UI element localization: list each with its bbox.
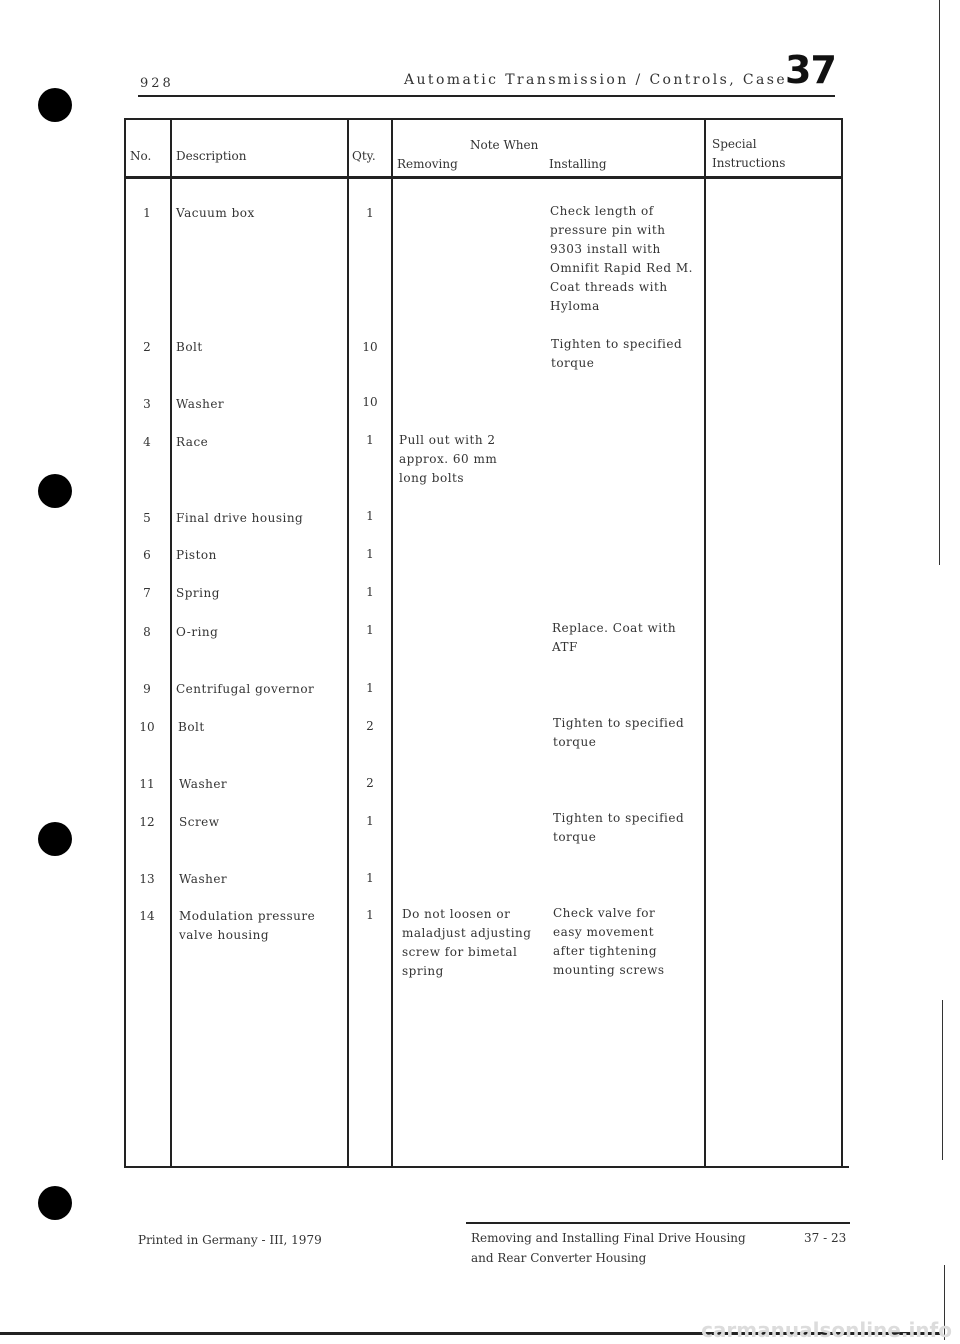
punch-hole-2 [38,474,72,508]
model-number: 928 [140,76,174,91]
row-12-description: Screw [179,815,220,829]
row-1-installing: Check length of pressure pin with 9303 install with Omnifit Rapid Red M. Coat threads with Hyloma [550,204,693,313]
row-14-installing: Check valve for easy movement after tightening mounting screws [553,906,665,977]
row-13-qty: 1 [366,871,374,885]
row-7-no: 7 [143,586,151,600]
row-1-qty: 1 [366,206,374,220]
scan-edge-line [939,0,940,565]
row-10-no: 10 [139,720,155,734]
col-divider-3 [391,118,393,1168]
header-rule [138,95,835,97]
punch-hole-1 [38,88,72,122]
table-right-border [841,118,843,1168]
row-6-qty: 1 [366,547,374,561]
row-4-no: 4 [143,435,151,449]
header-installing: Installing [549,157,607,171]
punch-hole-3 [38,822,72,856]
row-7-description: Spring [176,586,220,600]
row-10-installing: Tighten to specified torque [553,716,685,749]
row-2-description: Bolt [176,340,203,354]
header-note-when: Note When [470,138,539,152]
row-14-qty: 1 [366,908,374,922]
row-10-qty: 2 [366,719,374,733]
watermark: carmanualsonline.info [701,1318,952,1342]
row-11-description: Washer [179,777,228,791]
row-2-no: 2 [143,340,151,354]
scan-edge-line [942,1000,943,1160]
row-1-no: 1 [143,206,151,220]
row-4-description: Race [176,435,209,449]
page-title: Automatic Transmission / Controls, Case [404,72,788,88]
row-10-description: Bolt [178,720,205,734]
col-divider-2 [347,118,349,1168]
col-divider-4 [704,118,706,1168]
row-6-no: 6 [143,548,151,562]
header-description: Description [176,149,247,163]
row-3-no: 3 [143,397,151,411]
row-5-no: 5 [143,511,151,525]
row-13-no: 13 [139,872,155,886]
row-1-description: Vacuum box [176,206,255,220]
table-left-border [124,118,126,1168]
row-14-removing: Do not loosen or maladjust adjusting screw for bimetal spring [402,907,532,978]
col-divider-1 [170,118,172,1168]
row-11-no: 11 [139,777,155,791]
row-3-qty: 10 [362,395,378,409]
printed-note: Printed in Germany - III, 1979 [138,1233,322,1247]
page-number: 37 - 23 [804,1231,847,1245]
footer-rule [466,1222,850,1224]
footer-section-line-1: Removing and Installing Final Drive Housing [471,1231,746,1245]
row-12-no: 12 [139,815,155,829]
table-bottom-border [124,1166,849,1168]
footer-section-line-2: and Rear Converter Housing [471,1251,647,1265]
row-13-description: Washer [179,872,228,886]
header-no: No. [130,149,152,163]
group-number: 37 [785,48,836,92]
header-removing: Removing [397,157,458,171]
row-11-qty: 2 [366,776,374,790]
header-special: Special [712,137,757,151]
row-4-removing: Pull out with 2 approx. 60 mm long bolts [399,433,498,485]
row-9-no: 9 [143,682,151,696]
row-8-description: O-ring [176,625,219,639]
row-5-description: Final drive housing [176,511,304,525]
row-6-description: Piston [176,548,217,562]
row-9-qty: 1 [366,681,374,695]
row-4-qty: 1 [366,433,374,447]
row-2-installing: Tighten to specified torque [551,337,683,370]
row-7-qty: 1 [366,585,374,599]
row-3-description: Washer [176,397,225,411]
row-14-no: 14 [139,909,155,923]
row-14-description: Modulation pressure valve housing [179,909,316,942]
row-9-description: Centrifugal governor [176,682,315,696]
header-qty: Qty. [352,149,376,163]
row-12-installing: Tighten to specified torque [553,811,685,844]
punch-hole-4 [38,1186,72,1220]
row-8-qty: 1 [366,623,374,637]
table-top-border [124,118,843,120]
row-12-qty: 1 [366,814,374,828]
row-2-qty: 10 [362,340,378,354]
row-5-qty: 1 [366,509,374,523]
header-instructions: Instructions [712,156,786,170]
table-header-border [124,176,843,179]
row-8-no: 8 [143,625,151,639]
row-8-installing: Replace. Coat with ATF [552,621,677,654]
